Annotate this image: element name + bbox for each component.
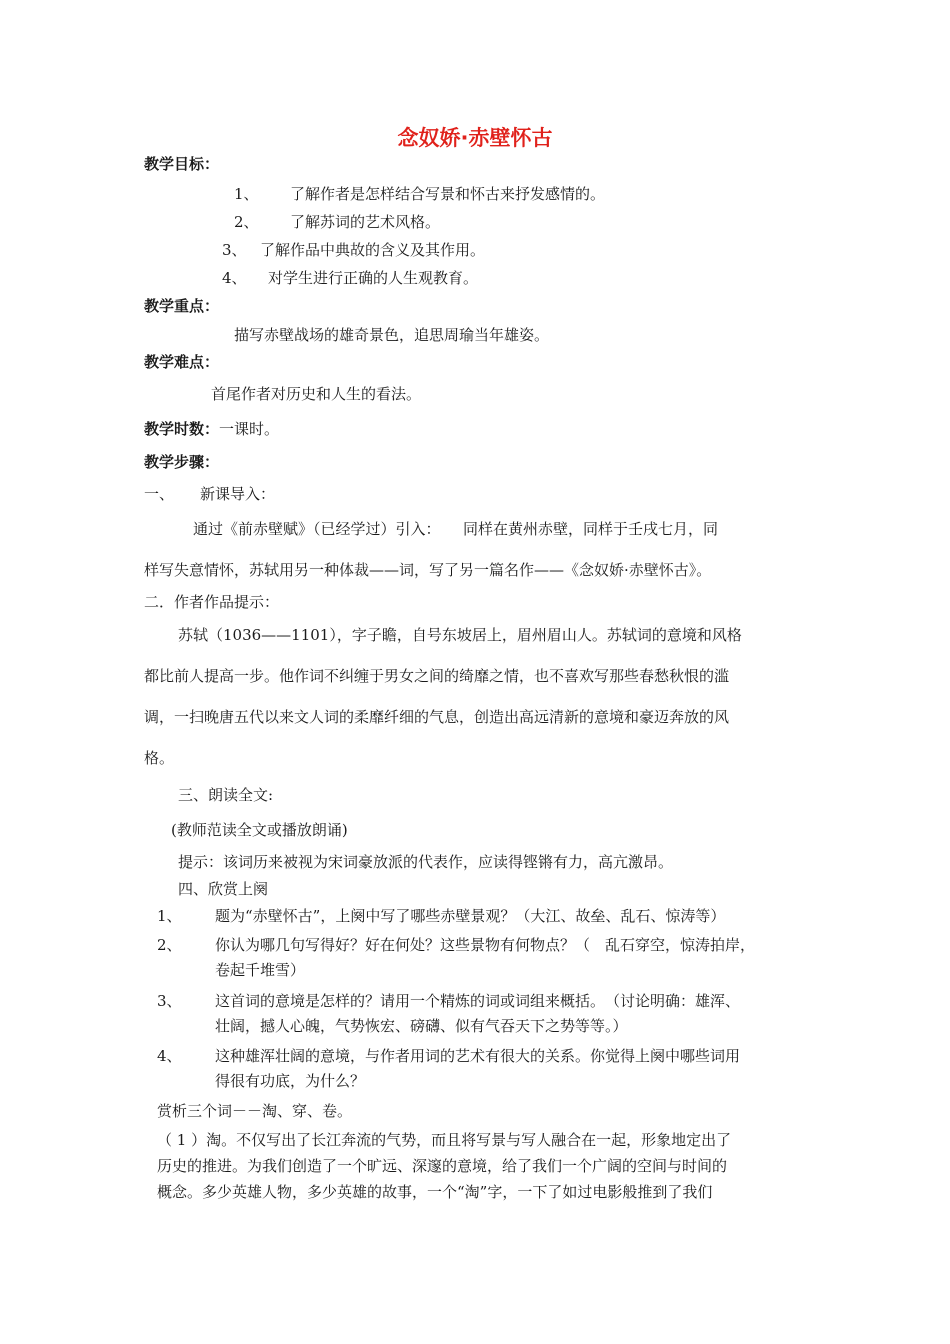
question-line: 这种雄浑壮阔的意境，与作者用词的艺术有很大的关系。你觉得上阕中哪些词用 [215,1047,741,1065]
question-number: 4、 [157,1047,182,1065]
question-line: 得很有功底，为什么？ [215,1072,366,1090]
key-points-heading: 教学重点： [144,297,220,315]
question-number: 3、 [157,992,182,1010]
step-2-paragraph-line: 格。 [144,749,175,767]
objective-item [222,268,478,288]
page-title: 念奴娇·赤壁怀古 [397,126,553,150]
objective-text: 对学生进行正确的人生观教育。 [268,269,479,287]
step-3-note: (教师范读全文或播放朗诵) [171,821,348,839]
step-2-title: 二．作者作品提示： [144,593,280,611]
analysis-line: （ 1 ）淘。不仅写出了长江奔流的气势，而且将写景与写人融合在一起，形象地定出了 [157,1131,732,1149]
step-2-paragraph-line: 苏轼（1036——1101），字子瞻，自号东坡居上，眉州眉山人。苏轼词的意境和风格 [178,626,742,644]
objective-text: 了解苏词的艺术风格。 [290,213,441,231]
step-3-hint: 提示：该词历来被视为宋词豪放派的代表作，应读得铿锵有力，高亢激昂。 [178,853,674,871]
question-line: 这首词的意境是怎样的？请用一个精炼的词或词组来概括。 （讨论明确：雄浑、 [215,992,741,1010]
steps-heading: 教学步骤： [144,453,220,471]
step-2-paragraph-line: 都比前人提高一步。他作词不纠缠于男女之间的绮靡之情，也不喜欢写那些春愁秋恨的滥 [144,667,730,685]
question-number: 1、 [157,907,182,925]
objectives-heading: 教学目标： [144,155,220,173]
objective-number: 3、 [222,241,247,259]
objective-number: 1、 [234,185,259,203]
step-3-title: 三、朗读全文: [178,786,274,804]
step-1-paragraph-line: 样写失意情怀，苏轼用另一种体裁——词，写了另一篇名作——《念奴娇·赤壁怀古》。 [144,561,712,579]
question-line: 卷起千堆雪） [215,961,306,979]
analysis-line: 历史的推进。为我们创造了一个旷远、深邃的意境，给了我们一个广阔的空间与时间的 [157,1157,728,1175]
question-number: 2、 [157,936,182,954]
objective-item [222,240,485,260]
step-1-heading [144,484,275,504]
step-2-paragraph-line: 调，一扫晚唐五代以来文人词的柔靡纤细的气息，创造出高远清新的意境和豪迈奔放的风 [144,708,730,726]
step-4-title: 四、欣赏上阕 [178,880,269,898]
difficulties-text: 首尾作者对历史和人生的看法。 [211,385,422,403]
step-1-paragraph-line: 通过《前赤壁赋》（已经学过）引入： 同样在黄州赤壁，同样于壬戌七月，同 [193,520,719,538]
step-1-title: 新课导入： [200,485,276,503]
question-line: 壮阔，撼人心魄，气势恢宏、磅礴、似有气吞天下之势等等。） [215,1017,628,1035]
objective-item [234,212,440,232]
difficulties-heading: 教学难点： [144,353,220,371]
key-points-text: 描写赤壁战场的雄奇景色，追思周瑜当年雄姿。 [234,326,550,344]
analysis-line: 概念。多少英雄人物，多少英雄的故事，一个“淘”字，一下了如过电影般推到了我们 [157,1183,713,1201]
objective-number: 4、 [222,269,247,287]
hours-line [144,419,279,439]
objective-item [234,184,605,204]
objective-text: 了解作者是怎样结合写景和怀古来抒发感情的。 [290,185,606,203]
hours-heading: 教学时数： [144,420,220,438]
analysis-title: 赏析三个词－－淘、穿、卷。 [157,1102,353,1120]
question-line: 题为“赤壁怀古”，上阕中写了哪些赤壁景观？（大江、故垒、乱石、惊涛等） [215,907,726,925]
step-1-number: 一、 [144,485,175,503]
objective-text: 了解作品中典故的含义及其作用。 [260,241,486,259]
objective-number: 2、 [234,213,259,231]
hours-text: 一课时。 [219,420,280,438]
question-line: 你认为哪几句写得好？好在何处？这些景物有何物点？（ 乱石穿空，惊涛拍岸， [215,936,756,954]
